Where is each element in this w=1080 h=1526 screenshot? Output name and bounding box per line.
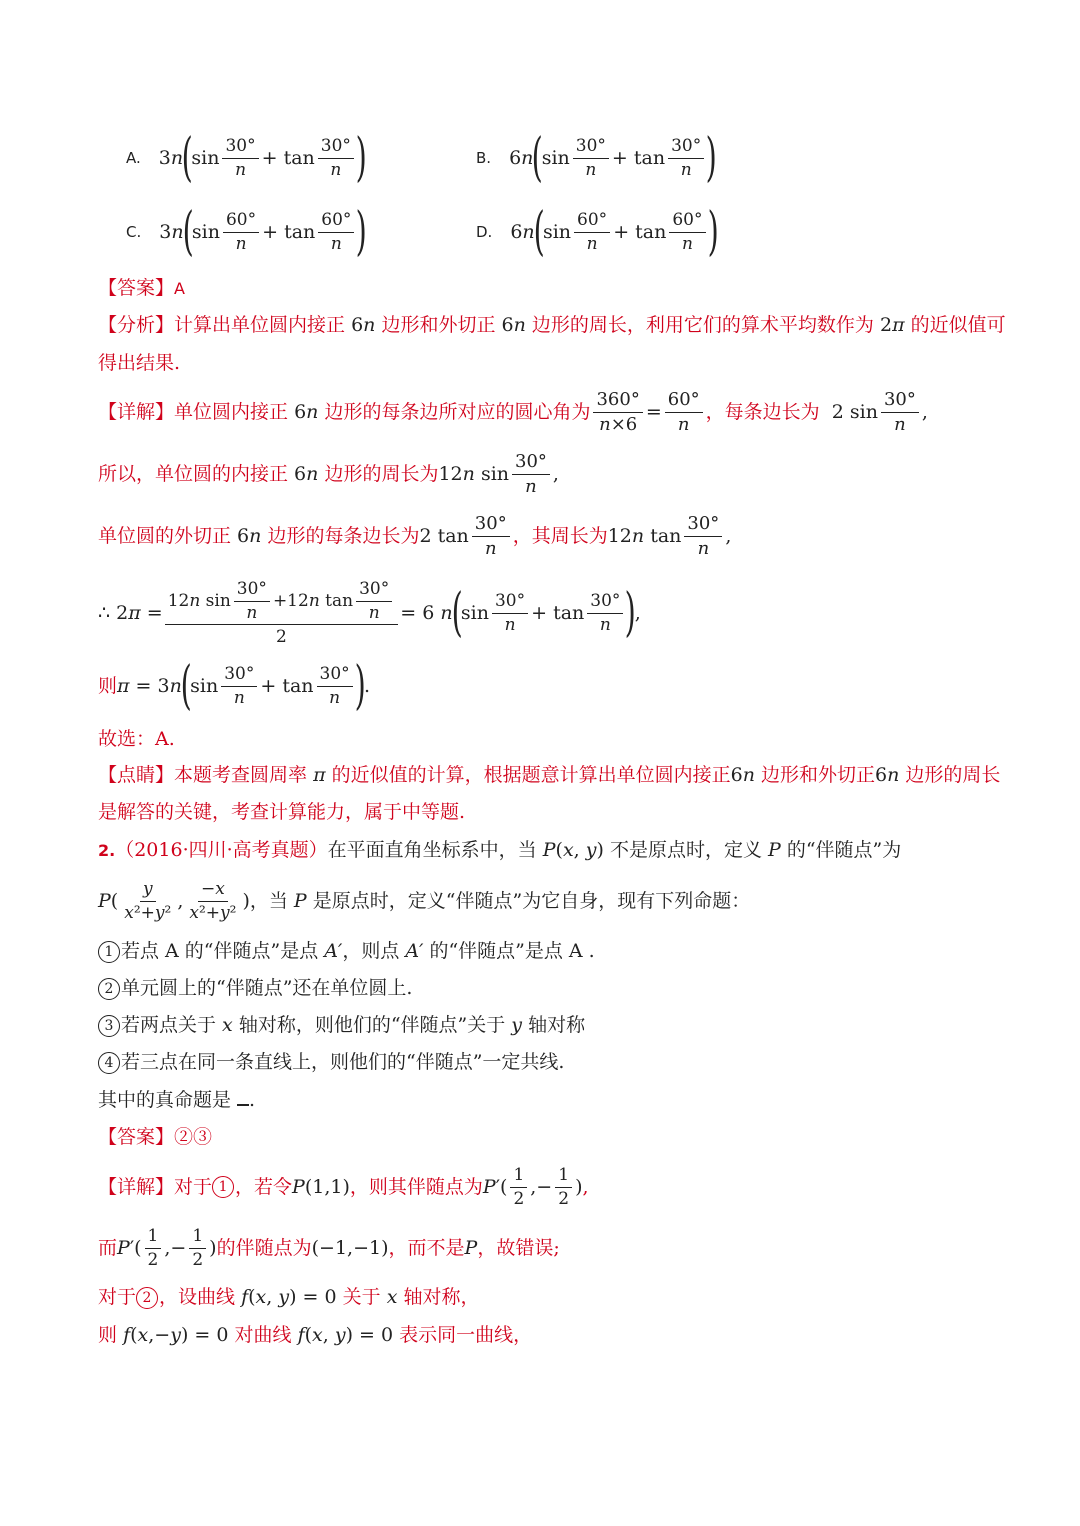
angle: 60°	[574, 212, 610, 233]
angle: 30°	[668, 138, 704, 159]
stem-text: 的“伴随点”为	[786, 839, 902, 861]
option-coef: 3	[159, 221, 172, 243]
angle: 60°	[669, 212, 705, 233]
detail-tag: 【详解】	[98, 1176, 175, 1198]
stem-text: ，当	[249, 890, 288, 912]
q1-comment: 【点睛】本题考查圆周率 π 的近似值的计算，根据题意计算出单位圆内接正6n 边形和外切正6n 边形的周长	[98, 764, 1001, 786]
q2-number: 2.	[98, 841, 116, 860]
angle: 30°	[222, 138, 258, 159]
analysis-tag: 【分析】	[98, 314, 175, 336]
angle: 30°	[318, 138, 354, 159]
comment-text: 边形和外切正	[761, 764, 876, 786]
q1-analysis-cont: 得出结果.	[98, 352, 181, 374]
detail-text: 对于	[174, 1176, 213, 1198]
q1-detail-2: 所以，单位圆的内接正 6n 边形的周长为 12n sin $\frac{30^\circ}{n}$ ,	[98, 450, 559, 497]
circled-1: 1	[98, 941, 120, 963]
prop-text: 的“伴随点”是点 A .	[429, 940, 595, 962]
stem-text: 不是原点时，定义	[609, 839, 762, 861]
detail-text: 边形的每条边长为	[267, 525, 420, 547]
option-coef: 6	[509, 147, 522, 169]
q1-analysis: 【分析】计算出单位圆内接正 6n 边形和外切正 6n 边形的周长，利用它们的算术平均数作为 2π 的近似值可	[98, 314, 1006, 336]
option-coef: 6	[510, 221, 523, 243]
detail-text: 对于	[98, 1286, 137, 1308]
analysis-text: 边形和外切正	[381, 314, 496, 336]
q2-detail-2: 而 P′( $\frac{1}{2}$ ,− $\frac{1}{2}$ ) 的伴随点为 (−1,−1) ，而不是 P ，故错误;	[98, 1225, 560, 1270]
detail-text: ，设曲线	[159, 1286, 236, 1308]
option-a: A. 3 n ( sin $\frac{30^\circ}{n}$ + tan $\frac{30^\circ}{n}$ )	[126, 128, 367, 188]
answer-tag: 【答案】	[98, 1126, 175, 1148]
comment-text: 边形的周长	[905, 764, 1001, 786]
q2-true-props: 其中的真命题是 .	[98, 1089, 256, 1111]
q2-detail-4: 则 f(x,−y) = 0 对曲线 f(x, y) = 0 表示同一曲线，	[98, 1324, 533, 1346]
option-letter: D.	[476, 223, 493, 241]
detail-text: ，故错误;	[477, 1237, 560, 1259]
detail-text: 的伴随点为	[216, 1237, 312, 1259]
proposition-1: 1 若点 A 的“伴随点”是点 A′，则点 A′ 的“伴随点”是点 A .	[98, 939, 595, 963]
q2-stem: 2.（2016·四川·高考真题）在平面直角坐标系中，当 P(x, y) 不是原点时，定义 P 的“伴随点”为	[98, 839, 902, 861]
detail-tag: 【详解】	[98, 401, 175, 423]
detail-text: 关于	[342, 1286, 381, 1308]
answer-tag: 【答案】	[98, 277, 175, 299]
detail-text: 对曲线	[234, 1324, 292, 1346]
option-letter: C.	[126, 223, 142, 241]
stem-text: 是原点时，定义“伴随点”为它自身，现有下列命题：	[312, 890, 751, 912]
answer-value: ②③	[174, 1126, 213, 1148]
detail-text: 单位圆内接正	[174, 401, 289, 423]
prop-text: 若点 A 的“伴随点”是点	[121, 940, 319, 962]
q2-source: （2016·四川·高考真题）	[115, 839, 328, 861]
q1-answer	[98, 276, 185, 301]
prop-text: 轴对称，则他们的“伴随点”关于	[238, 1014, 506, 1036]
answer-value: A	[174, 279, 185, 298]
q2-answer	[98, 1125, 212, 1149]
detail-text: ，每条边长为	[705, 401, 820, 423]
analysis-text: 的近似值可	[910, 314, 1006, 336]
proposition-4	[98, 1050, 564, 1074]
option-coef: 3	[158, 147, 171, 169]
detail-text: 而	[98, 1237, 118, 1259]
option-letter: B.	[476, 149, 492, 167]
comment-tag: 【点睛】	[98, 764, 175, 786]
then-label: 则	[98, 675, 118, 697]
angle: 30°	[573, 138, 609, 159]
detail-text: ，若令	[235, 1176, 293, 1198]
q2-stem-2: P ( $\frac{y}{\text{x²+y²}}$ , $\frac{-x}{\text{x²+y²}}$ ) ，当 P 是原点时，定义“伴随点”为它自身，现有下列命题：	[98, 878, 751, 923]
prop-text: ，则点	[342, 940, 400, 962]
detail-text: 表示同一曲线，	[399, 1324, 533, 1346]
circled-3: 3	[98, 1015, 120, 1037]
detail-text: 所以，单位圆的内接正	[98, 463, 289, 485]
detail-text: ，则其伴随点为	[349, 1176, 483, 1198]
prop-text: 若三点在同一条直线上，则他们的“伴随点”一定共线.	[121, 1051, 565, 1073]
q1-detail-3: 单位圆的外切正 6n 边形的每条边长为 2 tan $\frac{30^\circ}{n}$ ，其周长为 12n tan $\frac{30^\circ}{n}$ ,	[98, 512, 732, 559]
prop-text: 其中的真命题是	[98, 1089, 232, 1111]
q1-comment-cont: 是解答的关键，考查计算能力，属于中等题.	[98, 801, 466, 823]
analysis-text: 边形的周长，利用它们的算术平均数作为	[531, 314, 874, 336]
detail-text: ，其周长为	[512, 525, 608, 547]
detail-text: ，而不是	[388, 1237, 465, 1259]
proposition-3: 3 若两点关于 x 轴对称，则他们的“伴随点”关于 y 轴对称	[98, 1013, 585, 1037]
detail-text: 边形的每条边所对应的圆心角为	[324, 401, 591, 423]
q2-detail-1: 【详解】 对于 1 ，若令 P(1,1) ，则其伴随点为 P′( $\frac{1}{2}$ ,− $\frac{1}{2}$ ) ,	[98, 1164, 589, 1209]
q1-choose: 故选：A.	[98, 728, 175, 750]
stem-text: 在平面直角坐标系中，当	[327, 839, 537, 861]
option-letter: A.	[126, 149, 141, 167]
detail-text: 单位圆的外切正	[98, 525, 232, 547]
q1-detail-1: 【详解】 单位圆内接正 6n 边形的每条边所对应的圆心角为 $\frac{360^\circ}{n\times 6}$ = $\frac{60^\circ}{n}$ ，每条边长为 2 sin $\frac{30^\circ}{n}$ ,	[98, 388, 928, 435]
proposition-2	[98, 976, 412, 1000]
prop-text: 单元圆上的“伴随点”还在单位圆上.	[121, 977, 413, 999]
option-b: B. 6 n ( sin $\frac{30^\circ}{n}$ + tan $\frac{30^\circ}{n}$ )	[476, 128, 717, 188]
circled-4: 4	[98, 1052, 120, 1074]
option-d: D. 6 n ( sin $\frac{60^\circ}{n}$ + tan $\frac{60^\circ}{n}$ )	[476, 202, 719, 262]
option-c: C. 3 n ( sin $\frac{60^\circ}{n}$ + tan $\frac{60^\circ}{n}$ )	[126, 202, 368, 262]
prop-text: 若两点关于	[121, 1014, 217, 1036]
comment-text: 的近似值的计算，根据题意计算出单位圆内接正	[331, 764, 731, 786]
q1-result: 则 π = 3n ( sin $\frac{30^\circ}{n}$ + tan $\frac{30^\circ}{n}$ ) .	[98, 656, 371, 716]
angle: 60°	[318, 212, 354, 233]
analysis-text: 计算出单位圆内接正	[174, 314, 346, 336]
detail-text: 边形的周长为	[324, 463, 439, 485]
detail-text: 轴对称，	[403, 1286, 480, 1308]
prop-text: 轴对称	[528, 1014, 586, 1036]
q2-detail-3: 对于 2 ，设曲线 f(x, y) = 0 关于 x 轴对称，	[98, 1286, 480, 1308]
q1-equation: ∴ 2π = 12 n sin $\frac{30^\circ}{n}$ +12 n tan $\frac{30^\circ}{n}$ 2 = 6 n ( sin $\frac{30^\circ}{n}$ + tan $\frac{30^\circ}{n}$ ) ,	[98, 578, 641, 647]
detail-text: 则	[98, 1324, 118, 1346]
comment-text: 本题考查圆周率	[174, 764, 308, 786]
circled-2: 2	[98, 978, 120, 1000]
angle: 60°	[223, 212, 259, 233]
